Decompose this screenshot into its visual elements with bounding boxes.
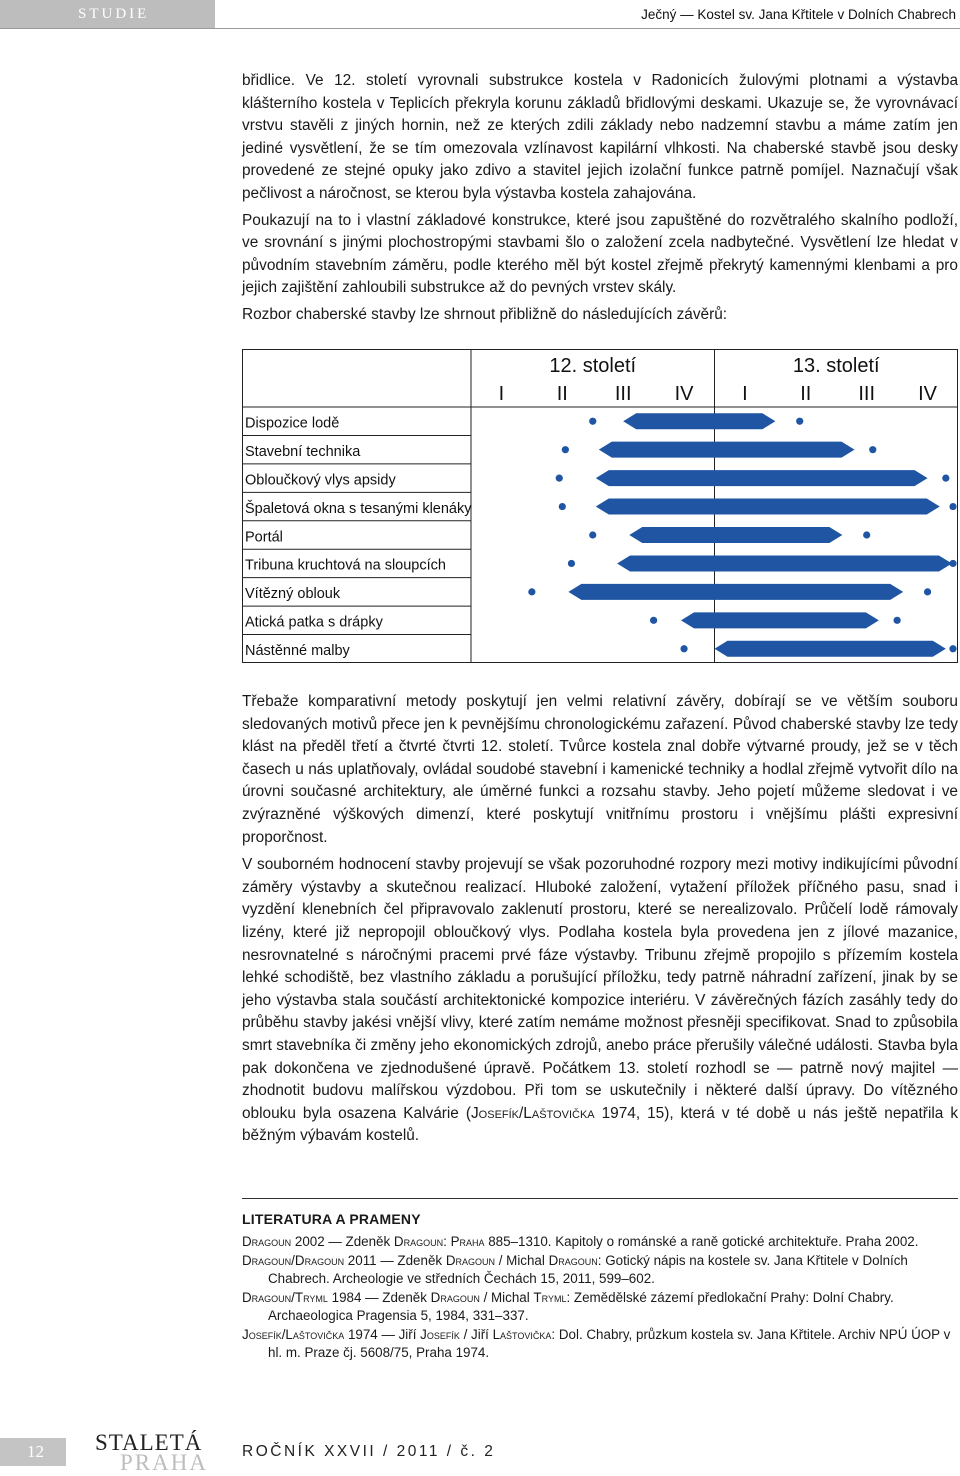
quarter-label: III [614,383,632,405]
ref-sep: / Jiří [459,1326,493,1342]
range-end-dot [949,503,956,510]
row-label: Špaletová okna s tesanými klenáky [245,500,472,517]
running-title: Ječný — Kostel sv. Jana Křtitele v Dolních Chabrech [641,7,956,22]
century-label: 13. století [792,355,880,377]
range-end-dot [796,418,803,425]
ref-key: Dragoun/Tryml [242,1289,328,1305]
dating-bar [715,641,946,657]
range-start-dot [568,560,575,567]
dating-chart [242,349,958,663]
quarter-label: I [742,383,748,405]
page-number: 12 [0,1438,66,1466]
range-end-dot [942,475,949,482]
reference-item [242,1289,958,1325]
range-start-dot [562,446,569,453]
reference-item [242,1252,958,1288]
row-label: Dispozice lodě [245,415,340,432]
citation-author: Josefík/Laštovička [470,1104,595,1122]
section-label: STUDIE [0,0,215,28]
row-label: Vítězný oblouk [245,586,341,603]
literature-rule [242,1198,958,1199]
quarter-label: II [556,383,568,405]
quarter-label: IV [918,383,938,405]
range-end-dot [894,617,901,624]
ref-year: 1974 — Jiří [344,1326,421,1342]
ref-author: Dragoun [430,1289,480,1305]
ref-author2: Praha [450,1234,485,1249]
ref-author: Dragoun [445,1252,495,1268]
quarter-label: I [498,383,505,405]
quarter-label: III [858,383,876,405]
row-label: Obloučkový vlys apsidy [245,472,396,489]
ref-year: 2002 — Zdeněk [291,1234,394,1249]
reference-item [242,1233,958,1251]
ref-author2: Dragoun [548,1252,598,1268]
paragraph: břidlice. Ve 12. století vyrovnali substrukce kostela v Radonicích žulovými plotnami a výstavba klášterního kostela v Teplicích překryla korunu základů břidlovými deskami. Ukazuje se, že vyrovnávací vrstvu stavěli z jiných hornin, než ze kterých zdili základy nebo nadzemní stavbu a máme zatím jen jediné vysvětlení, že se tím omezovala vzlínavost kapilární vlhkosti. Na chaberské stavbě jsou desky provedené ze stejné opuky jako zdivo a stavitel jejich izolační funkce patrně pomíjel. Naznačují však pečlivost a náročnost, se kterou byla výstavba kostela zahajována. [242,72,958,202]
page-header [0,0,960,30]
dating-bar [596,499,940,515]
quarter-label: IV [674,383,694,405]
journal-logo-line2: PRAHA [120,1450,208,1475]
paragraph: Rozbor chaberské stavby lze shrnout přibližně do následujících závěrů: [242,305,728,323]
ref-title: : Gotický nápis na kostele sv. Jana Křtitele v Dolních Chabrech. Archeologie ve středních Čechách 15, 2011, 599–602. [268,1252,908,1286]
row-label: Portál [245,529,283,546]
dating-bar [596,470,928,486]
literature-section [242,1198,958,1362]
header-rule [0,28,960,29]
quarter-label: II [800,383,812,405]
ref-key: Dragoun/Dragoun [242,1252,345,1268]
ref-author2: Tryml [533,1289,567,1305]
ref-title: 885–1310. Kapitoly o románské a raně gotické architektuře. Praha 2002. [484,1234,919,1249]
ref-year: 2011 — Zdeněk [344,1252,446,1268]
range-end-dot [869,446,876,453]
dating-bar [681,612,879,628]
range-start-dot [589,418,596,425]
row-label: Tribuna kruchtová na sloupcích [245,557,446,574]
reference-item [242,1326,958,1362]
paragraph-text: 1974, 15), která v té době u nás ještě nepatřila k běžným výbavám kostelů. [242,1104,959,1145]
body-text-bottom [242,691,958,1148]
dating-bar [568,584,903,600]
row-label: Stavební technika [245,443,361,460]
row-label: Nástěnné malby [245,643,350,660]
dating-bar [617,555,952,571]
range-start-dot [556,475,563,482]
journal-logo-line1: STALETÁ [95,1430,203,1455]
ref-author: Dragoun [393,1234,444,1249]
literature-heading: LITERATURA A PRAMENY [242,1211,421,1227]
dating-bar [623,413,775,429]
ref-title: : Zemědělské zázemí předlokační Prahy: Dolní Chabry. Archaeologica Pragensia 5, 1984, 331–337. [268,1289,894,1323]
dating-bar [599,442,855,458]
range-end-dot [863,531,870,538]
range-start-dot [559,503,566,510]
ref-key: Josefík/Laštovička [242,1326,345,1342]
ref-year: 1984 — Zdeněk [327,1289,431,1305]
dating-chart-svg [242,349,958,663]
paragraph: Třebaže komparativní metody poskytují jen velmi relativní závěry, dobírají se ve větším souboru sledovaných motivů přece jen k pevnějšímu chronologickému zařazení. Původ chaberské stavby lze tedy klást na předěl třetí a čtvrté čtvrti 12. století. Tvůrce kostela znal dobře výtvarné proudy, jež se v těch časech u nás uplatňovaly, ovládal soudobé stavební i kamenické techniky a hodlal zřejmě vytvořit dílo na úrovni současné architektury, ale úměrné funkci a rozsahu stavby. Jeho pojetí můžeme sledovat i ve zvýrazněné výškových dimenzí, které poskytují vnitřnímu prostoru i vnějšímu plášti expresivní proporčnost. [242,693,958,846]
ref-key: Dragoun [242,1234,292,1249]
range-start-dot [680,645,687,652]
issue-label: ROČNÍK XXVII / 2011 / č. 2 [242,1443,496,1460]
ref-title: : Dol. Chabry, průzkum kostela sv. Jana Křtitele. Archiv NPÚ ÚOP v hl. m. Praze čj. 5608/75, Praha 1974. [268,1326,951,1360]
range-end-dot [924,588,931,595]
ref-author: Josefík [420,1326,460,1342]
range-start-dot [650,617,657,624]
range-end-dot [949,645,956,652]
body-text-top [242,70,958,327]
range-start-dot [528,588,535,595]
paragraph: Poukazují na to i vlastní základové konstrukce, které jsou zapuštěné do rozvětralého skalního podloží, ve srovnání s jinými plochostropými stavbami šlo o založení zcela nadbytečné. Vysvětlení lze hledat v původním stavebním záměru, podle kterého měl být kostel zřejmě překrytý kamennými klenbami a pro jejich zajištění zahloubili substrukce až do pevných vrstev skály. [242,211,958,297]
century-label: 12. století [549,355,637,377]
ref-sep: : [443,1234,451,1249]
paragraph [242,854,958,1148]
paragraph-text: V souborném hodnocení stavby projevují se však pozoruhodné rozpory mezi motivy indikujícími původní záměry výstavby a skutečnou realizací. Hluboké založení, vytažení příložek příčného pasu, snad i vyzdění klenebních čel připravovalo zaklenutí prostoru, které se nerealizovalo. Průčelí lodě rámovaly lizény, které již nepropojil obloučkový vlys. Podlaha kostela byla provedena jen z jílové mazanice, nesrovnatelné s náročnými pracemi prvé fáze výstavby. Tribunu zřejmě propojilo s přízemím kostela lehké schodiště, bez vlastního základu a porušující příložku, tedy patrně náhradní zařízení, jinak by se jeho výstavba stala součástí architektonické kompozice interiéru. V závěrečných fázích zasáhly tedy do průběhu stavby jakési vnější vlivy, které zatím nemáme možnost přesněji specifikovat. Snad to způsobila smrt stavebníka či změny jeho ekonomických zdrojů, anebo práce přerušily válečné události. Stavba byla pak dokončena ve zjednodušené úpravě. Počátkem 13. století rozhodl se — patrně nový majitel — zhodnotit budovu malířskou výzdobou. Při tom se uskutečnily i některé další úpravy. Do vítězného oblouku byla osazena Kalvárie ( [242,856,958,1122]
ref-sep: / Michal [479,1289,534,1305]
range-start-dot [589,531,596,538]
dating-bar [629,527,842,543]
range-end-dot [949,560,956,567]
row-label: Atická patka s drápky [245,614,383,631]
ref-sep: / Michal [495,1252,549,1268]
ref-author2: Laštovička [492,1326,552,1342]
